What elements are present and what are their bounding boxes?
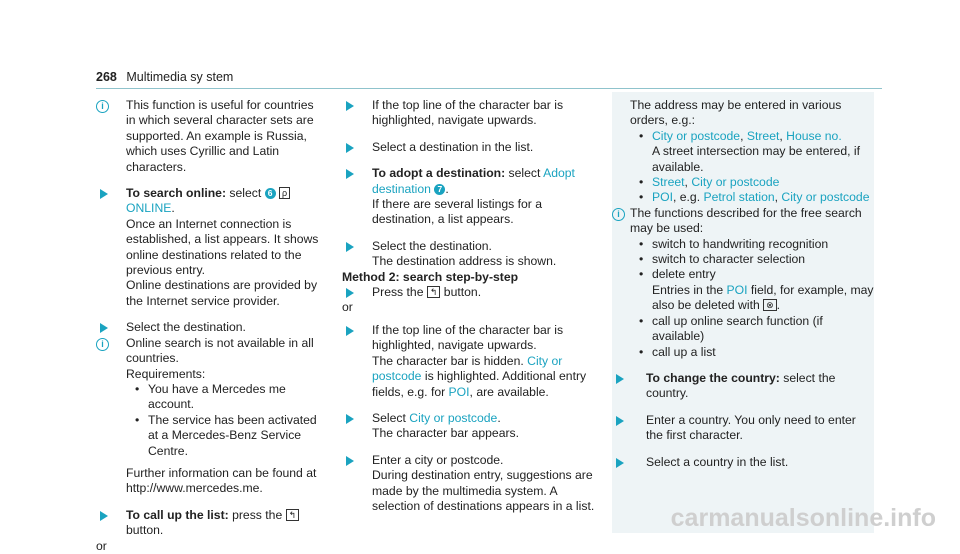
info-text: The functions described for the free search may be used: — [630, 205, 862, 236]
field-house-no: House no. — [786, 128, 842, 143]
step-heading: To adopt a destination: — [372, 166, 506, 181]
field-city-postcode: City or postcode — [372, 353, 563, 384]
list-note: Entries in the — [652, 282, 727, 297]
step-change-country — [612, 371, 874, 402]
arrow-right-icon — [616, 374, 624, 384]
step-heading: To call up the list: — [126, 507, 229, 522]
info-text: Online search is not available in all countries. — [126, 335, 314, 366]
list-item: • You have a Mercedes me account. — [126, 382, 324, 413]
field-city-postcode: City or postcode — [781, 190, 870, 205]
step-description: The character bar appears. — [372, 426, 520, 441]
step-heading: To search online: — [126, 186, 226, 201]
page-title: Multimedia sy stem — [126, 70, 234, 84]
info-icon: i — [96, 100, 109, 113]
requirements-list — [126, 382, 324, 459]
step-text: button. — [126, 523, 164, 538]
step-text: Select — [372, 410, 410, 425]
info-note — [96, 98, 324, 175]
step-heading: To change the country: — [646, 370, 780, 385]
step-text: If the top line of the character bar is highlighted, navigate upwards. — [372, 322, 564, 353]
arrow-right-icon — [346, 326, 354, 336]
arrow-right-icon — [346, 288, 354, 298]
column-3 — [612, 92, 874, 470]
field-petrol-station: Petrol station — [703, 190, 775, 205]
menu-item-adopt-destination: Adopt destination — [372, 166, 575, 196]
field-poi: POI — [726, 282, 748, 297]
column-1 — [96, 98, 324, 554]
delete-key-icon: ⊗ — [763, 299, 777, 311]
info-icon: i — [96, 338, 109, 351]
step-description: The character bar is hidden. — [372, 353, 528, 368]
step-text: select the country. — [646, 370, 836, 401]
arrow-right-icon — [346, 242, 354, 252]
step-description: If there are several listings for a destination, a list appears. — [372, 197, 543, 227]
arrow-right-icon — [346, 456, 354, 466]
address-order-list — [630, 129, 874, 206]
step — [342, 453, 602, 515]
search-key-icon: ρ — [279, 187, 290, 199]
step-description: The destination address is shown. — [372, 254, 557, 269]
list-item: • switch to character selection — [630, 252, 874, 267]
step-search-online: To search online: select 6 ρ ONLINE. Once an Internet connection is established, a list appears. It shows online destinations related to the previous entry. Online destinations are provided by the Internet service provider. — [96, 186, 324, 309]
step — [342, 285, 602, 300]
arrow-right-icon — [616, 458, 624, 468]
watermark: carmanualsonline.info — [670, 504, 936, 532]
list-item: • POI, e.g. Petrol station, City or postcode — [630, 190, 874, 205]
arrow-right-icon — [100, 511, 108, 521]
callout-number: 6 — [265, 188, 276, 199]
step-description: Online destinations are provided by the Internet service provider. — [126, 278, 318, 308]
page-header — [96, 70, 233, 84]
info-icon: i — [612, 208, 625, 221]
column-2 — [342, 98, 602, 514]
field-poi: POI — [652, 190, 673, 205]
step-text: press the — [228, 507, 286, 522]
info-note — [612, 206, 874, 360]
step-description: , are available. — [469, 384, 549, 399]
step — [612, 455, 874, 470]
list-item: • call up a list — [630, 345, 874, 360]
list-item: • switch to handwriting recognition — [630, 237, 874, 252]
step-text: select — [226, 186, 265, 201]
arrow-right-icon — [346, 169, 354, 179]
step-select-destination — [96, 320, 324, 335]
step-text: Enter a country. You only need to enter the first character. — [646, 412, 856, 443]
arrow-right-icon — [346, 143, 354, 153]
field-city-postcode: City or postcode — [691, 175, 780, 190]
step-text: Select the destination. — [372, 238, 492, 253]
step-text: If the top line of the character bar is highlighted, navigate upwards. — [372, 98, 564, 128]
step-adopt-destination: To adopt a destination: select Adopt destination 7 . If there are several listings for a destination, a list appears. — [342, 166, 602, 228]
list-item: • Street, City or postcode — [630, 175, 874, 190]
step-text: Press the — [372, 285, 427, 300]
step-call-up-list — [96, 508, 324, 539]
intro-text: The address may be entered in various orders, e.g.: — [630, 98, 842, 128]
list-item — [630, 267, 874, 313]
callout-number: 7 — [434, 184, 445, 195]
field-city-postcode: City or postcode — [409, 410, 498, 425]
list-text: , e.g. — [673, 190, 704, 205]
or-text: or — [96, 538, 107, 553]
field-city-postcode: City or postcode — [652, 128, 741, 143]
step-description: is highlighted. Additional entry fields, e.g. for — [372, 369, 587, 399]
further-info: Further information can be found at http://www.mercedes.me. — [126, 465, 317, 496]
step — [342, 411, 602, 442]
step-description: During destination entry, suggestions are made by the multimedia system. A selection of destinations appears in a list. — [372, 468, 595, 513]
step-text: Select the destination. — [126, 320, 246, 335]
list-note: field, for example, may also be deleted with — [652, 282, 874, 313]
page-number: 268 — [96, 70, 117, 84]
step — [342, 140, 602, 155]
field-street: Street — [652, 175, 685, 190]
arrow-right-icon — [346, 101, 354, 111]
field-poi: POI — [448, 384, 470, 399]
info-note — [96, 336, 324, 497]
arrow-right-icon — [346, 414, 354, 424]
arrow-right-icon — [616, 416, 624, 426]
address-orders — [612, 92, 874, 206]
list-note: . — [776, 298, 781, 313]
list-item: • The service has been activated at a Mercedes-Benz Service Centre. — [126, 413, 324, 459]
arrow-right-icon — [100, 189, 108, 199]
back-key-icon: ↰ — [427, 286, 441, 298]
method-heading: Method 2: search step-by-step — [342, 269, 519, 284]
step-text: button. — [440, 285, 482, 300]
step-text: select — [505, 166, 544, 181]
arrow-right-icon — [100, 323, 108, 333]
header-rule — [96, 88, 882, 89]
step — [612, 413, 874, 444]
field-street: Street — [746, 128, 780, 143]
menu-item-online: ONLINE — [126, 201, 172, 216]
back-key-icon: ↰ — [286, 509, 300, 521]
step-description: Once an Internet connection is established, a list appears. It shows online destinations related to the previous entry. — [126, 216, 319, 278]
list-item: • City or postcode, Street, House no. A street intersection may be entered, if available. — [630, 129, 874, 175]
requirements-label: Requirements: — [126, 366, 206, 381]
or-text: or — [342, 300, 353, 315]
function-list — [630, 237, 874, 360]
step-text: . — [497, 410, 501, 425]
step-text: Select a country in the list. — [646, 454, 789, 469]
step — [342, 239, 602, 270]
list-item: • call up online search function (if available) — [630, 314, 874, 345]
list-text: delete entry — [652, 267, 716, 282]
list-note: A street intersection may be entered, if available. — [652, 144, 860, 174]
info-text: This function is useful for countries in which several character sets are supported. An example is Russia, which uses Cyrillic and Latin characters. — [126, 98, 314, 174]
step-text: Enter a city or postcode. — [372, 452, 504, 467]
step-text: Select a destination in the list. — [372, 139, 534, 154]
step — [342, 98, 602, 129]
step — [342, 323, 602, 400]
